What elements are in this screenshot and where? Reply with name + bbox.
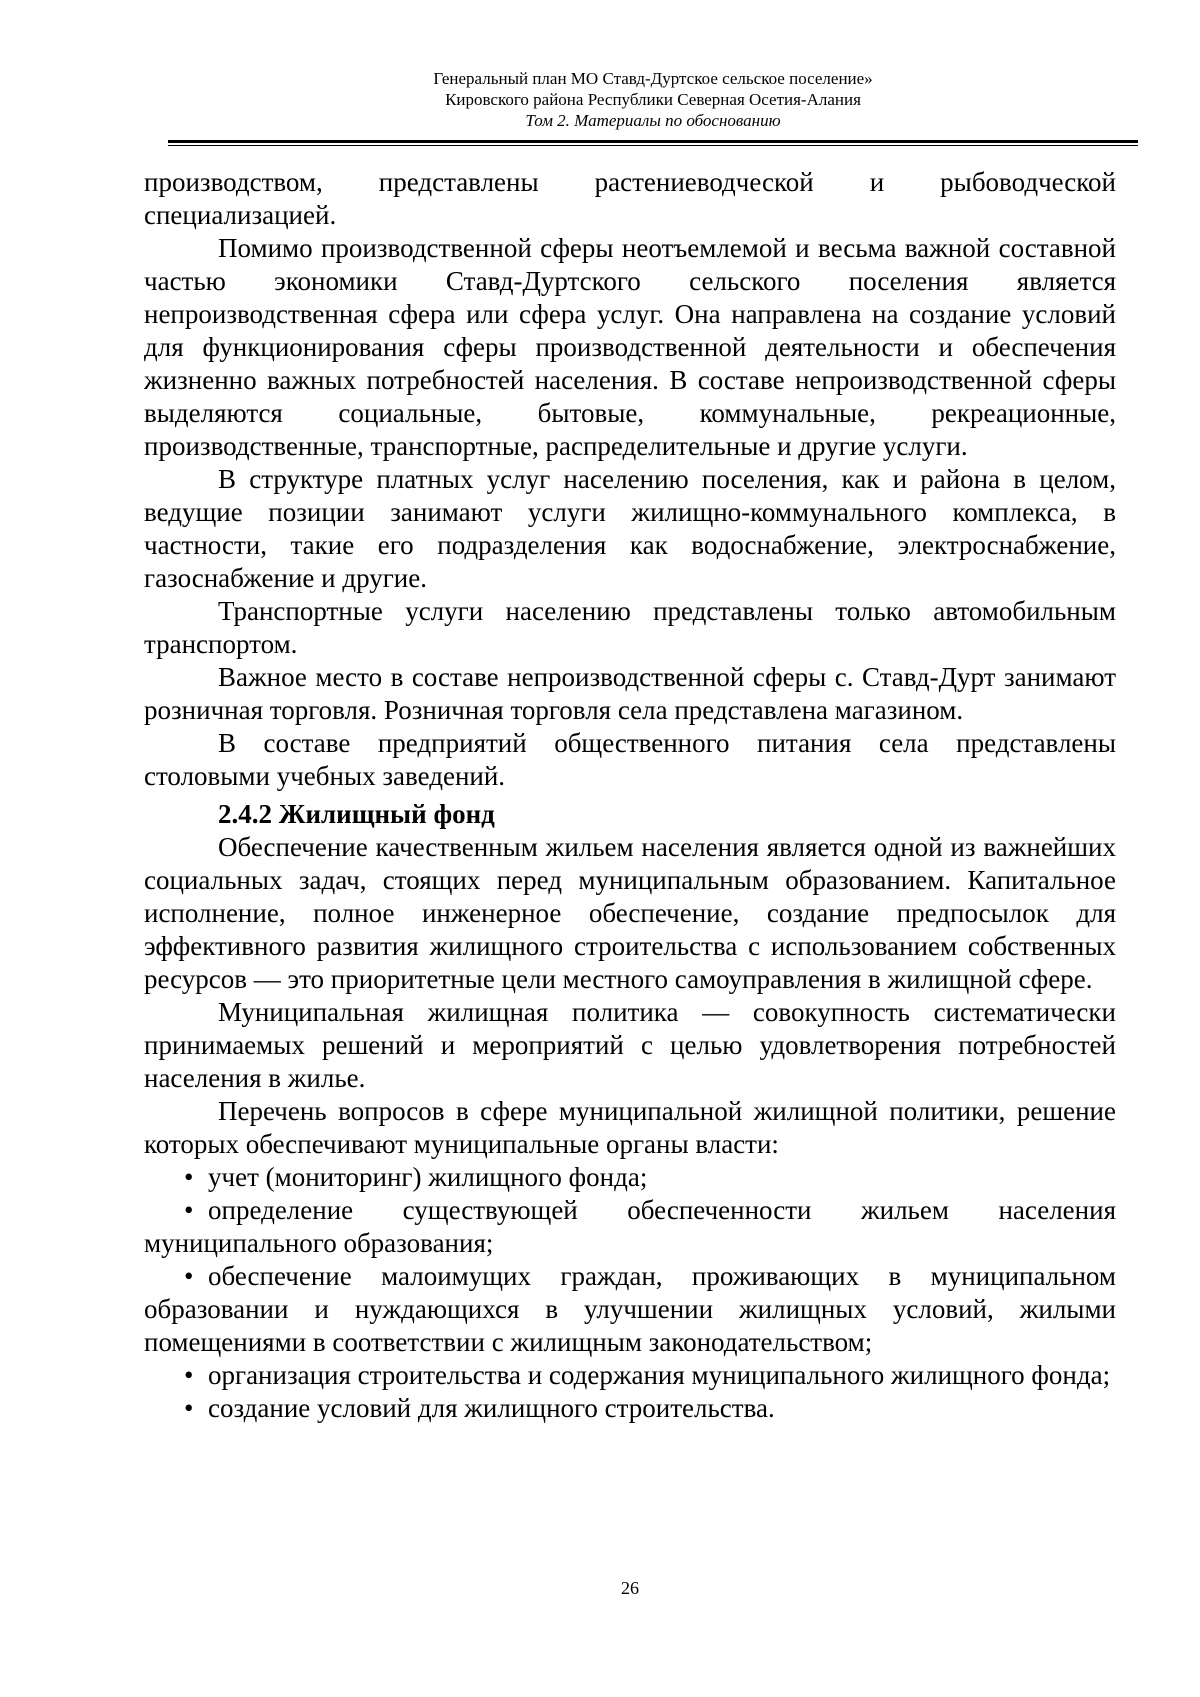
paragraph-transport: Транспортные услуги населению представлены только автомобильным транспортом.	[144, 596, 1116, 659]
list-item	[144, 1161, 1116, 1194]
paragraph-issues-list-intro: Перечень вопросов в сфере муниципальной жилищной политики, решение которых обеспечивают муниципальные органы власти:	[144, 1096, 1116, 1159]
paragraph-trade: Важное место в составе непроизводственной сферы с. Ставд-Дурт занимают розничная торговля. Розничная торговля села представлена магазином.	[144, 662, 1116, 725]
paragraph-paid-services: В структуре платных услуг населению поселения, как и района в целом, ведущие позиции занимают услуги жилищно-коммунального комплекса, в частности, такие его подразделения как водоснабжение, электроснабжение, газоснабжение и другие.	[144, 464, 1116, 593]
paragraph-catering: В составе предприятий общественного питания села представлены столовыми учебных заведений.	[144, 728, 1116, 791]
paragraph-services: Помимо производственной сферы неотъемлемой и весьма важной составной частью экономики Ставд-Дуртского сельского поселения является непроизводственная сфера или сфера услуг. Она направлена на создание условий для функционирования сферы производственной деятельности и обеспечения жизненно важных потребностей населения. В составе непроизводственной сферы выделяются социальные, бытовые, коммунальные, рекреационные, производственные, транспортные, распределительные и другие услуги.	[144, 233, 1116, 461]
list-item-text: определение существующей обеспеченности жильем населения муниципального образования;	[144, 1195, 1116, 1258]
section-heading: 2.4.2 Жилищный фонд	[218, 799, 495, 829]
header-title-line2: Кировского района Республики Северная Осетия-Алания	[445, 90, 861, 109]
bullet-marker: •	[184, 1261, 194, 1291]
list-item	[144, 1260, 1116, 1359]
list-item-text: организация строительства и содержания муниципального жилищного фонда;	[208, 1360, 1111, 1390]
header-volume: Том 2. Материалы по обоснованию	[525, 111, 781, 130]
header-title-line1: Генеральный план МО Ставд-Дуртское сельское поселение»	[433, 69, 873, 88]
paragraph-housing-quality: Обеспечение качественным жильем населения является одной из важнейших социальных задач, стоящих перед муниципальным образованием. Капитальное исполнение, полное инженерное обеспечение, создание предпосылок для эффективного развития жилищного строительства с использованием собственных ресурсов — это приоритетные цели местного самоуправления в жилищной сфере.	[144, 832, 1116, 994]
bullet-marker: •	[184, 1195, 194, 1225]
list-item-text: учет (мониторинг) жилищного фонда;	[208, 1162, 648, 1192]
list-item	[144, 1359, 1116, 1392]
list-item	[144, 1194, 1116, 1260]
paragraph-housing-policy: Муниципальная жилищная политика — совокупность систематически принимаемых решений и мероприятий с целью удовлетворения потребностей населения в жилье.	[144, 997, 1116, 1093]
bullet-marker: •	[184, 1393, 194, 1423]
page-number: 26	[621, 1578, 639, 1598]
page-header	[168, 68, 1138, 131]
header-rule-thin	[168, 145, 1138, 146]
list-item	[144, 1392, 1116, 1425]
bullet-marker: •	[184, 1360, 194, 1390]
list-item-text: создание условий для жилищного строительства.	[208, 1393, 775, 1423]
paragraph-continued: производством, представлены растениеводческой и рыбоводческой специализацией.	[144, 167, 1116, 230]
bullet-marker: •	[184, 1162, 194, 1192]
header-rule-thick	[168, 140, 1138, 143]
list-item-text: обеспечение малоимущих граждан, проживающих в муниципальном образовании и нуждающихся в улучшении жилищных условий, жилыми помещениями в соответствии с жилищным законодательством;	[144, 1261, 1116, 1357]
document-body	[144, 166, 1116, 1425]
